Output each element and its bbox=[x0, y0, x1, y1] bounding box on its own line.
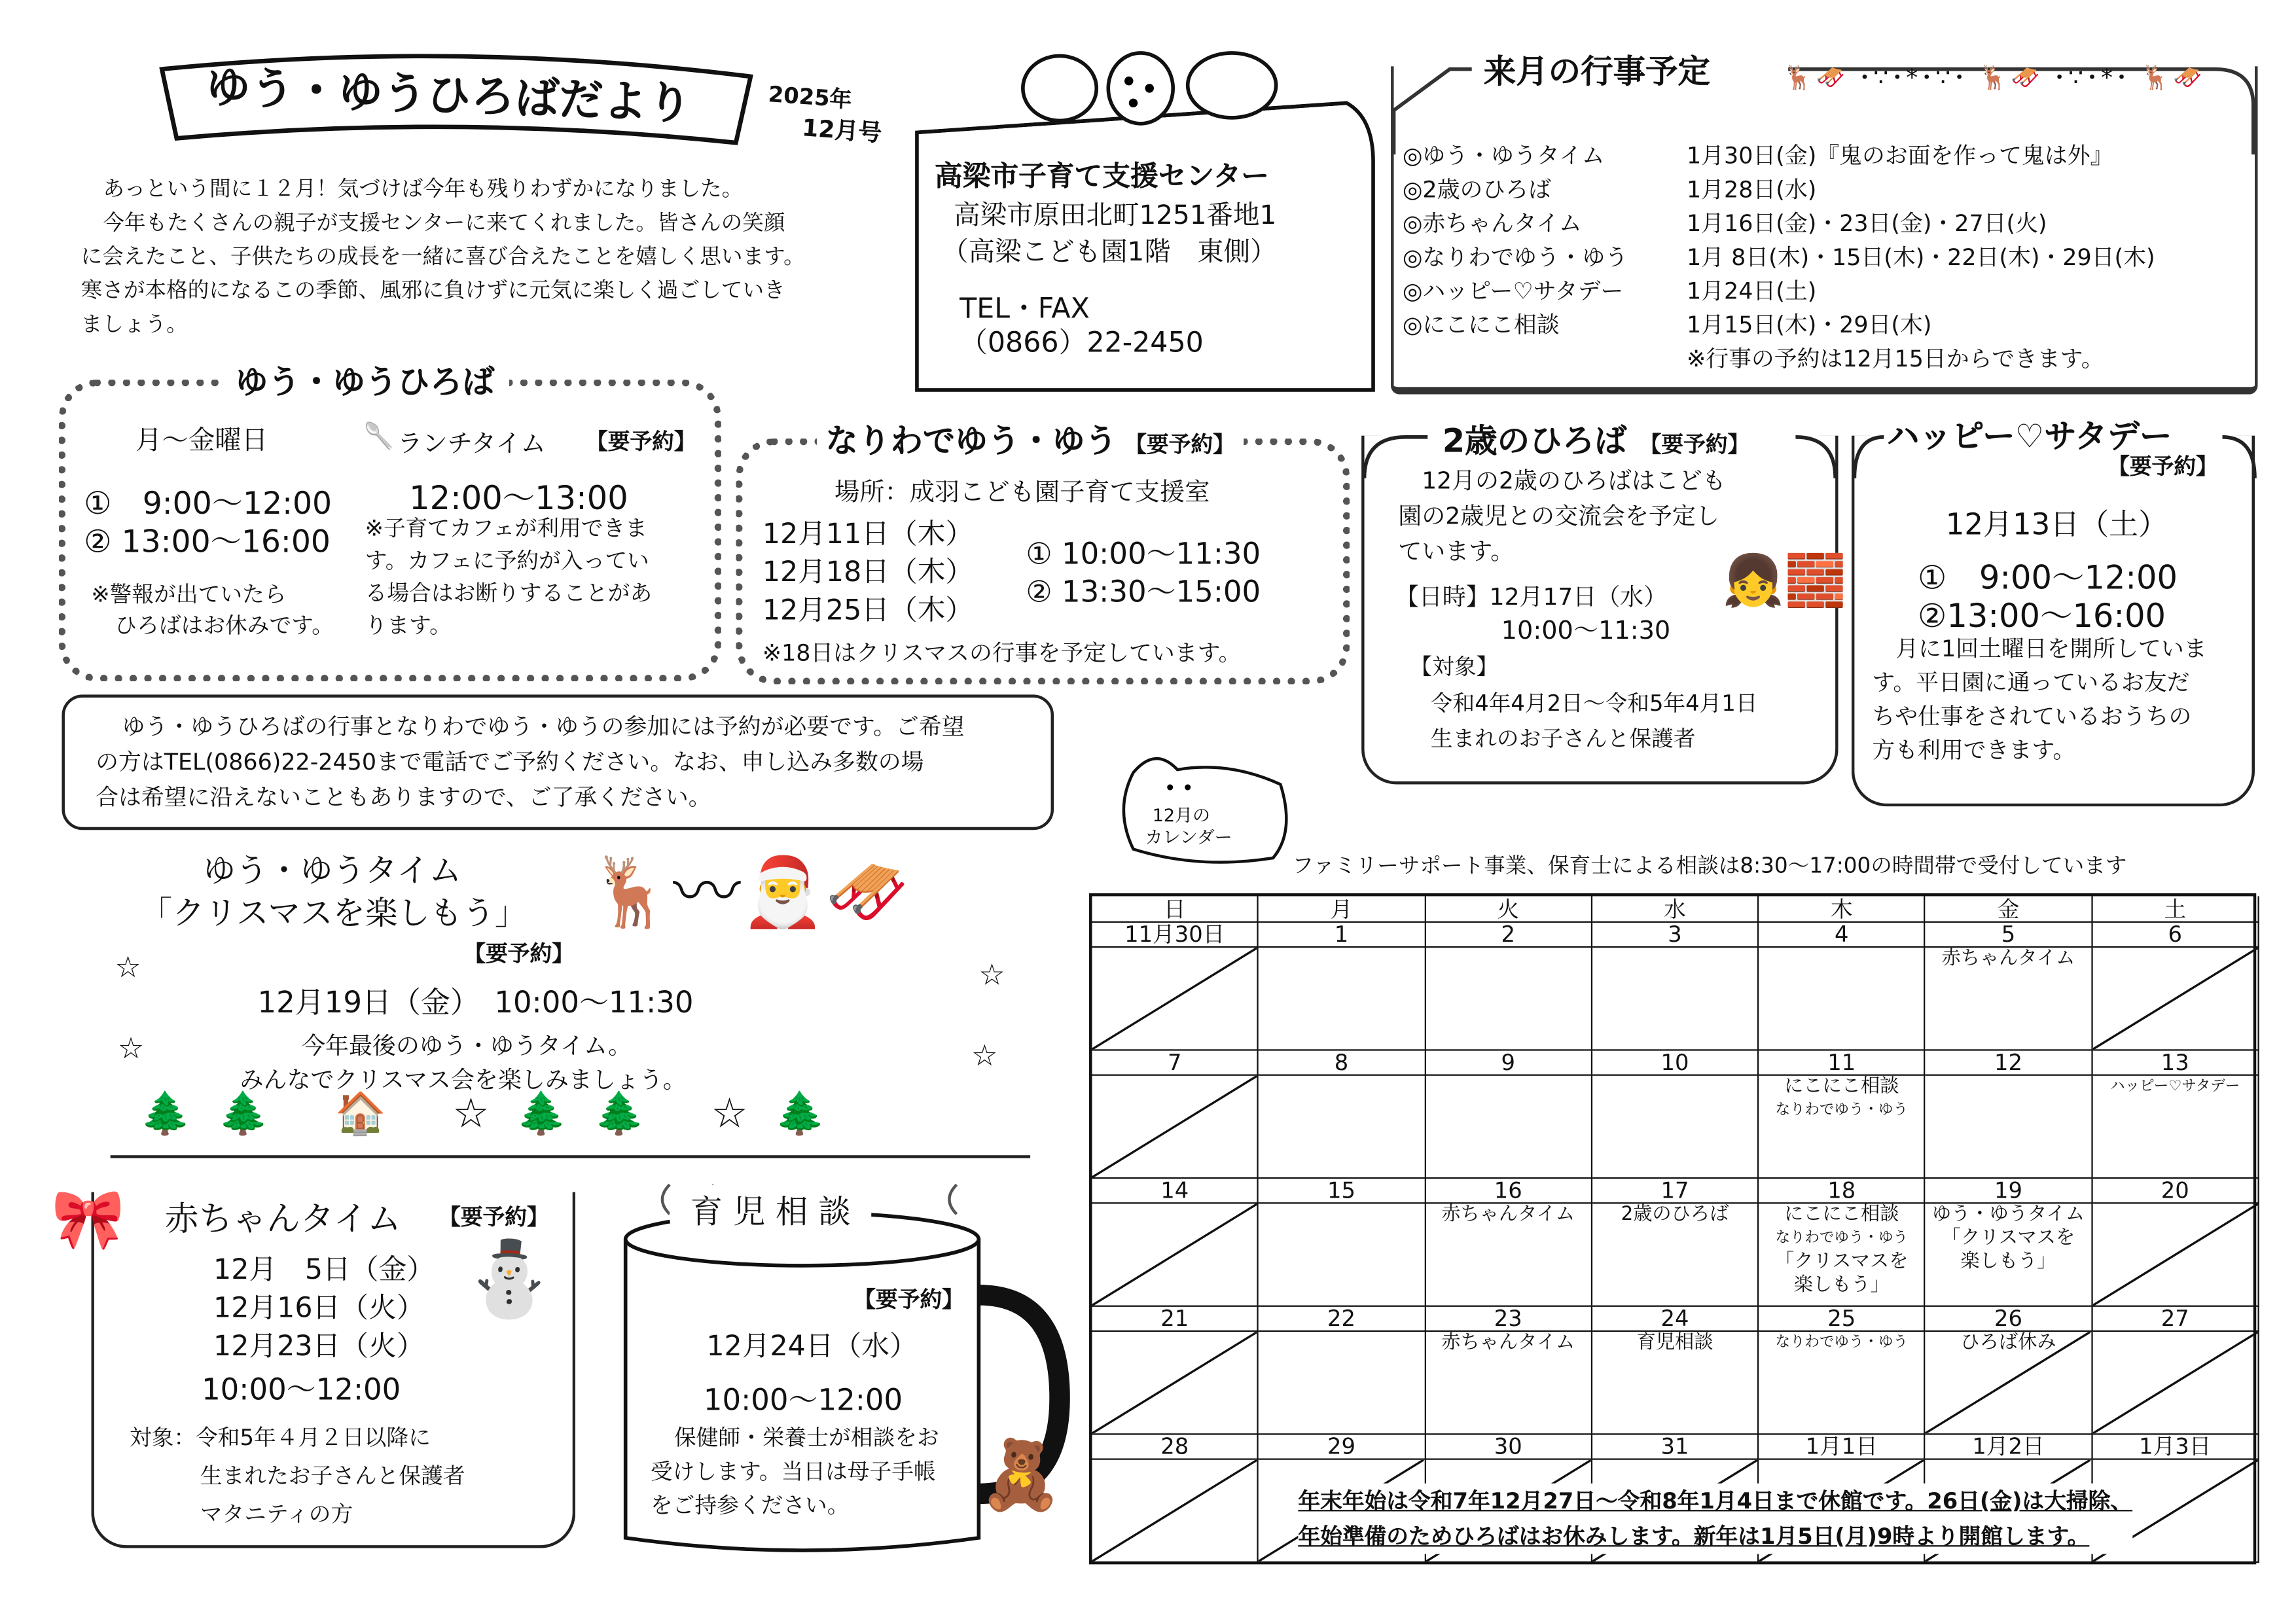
xmas-title: ゆう・ゆうタイム bbox=[203, 853, 462, 891]
calendar-day-cell bbox=[1092, 1460, 1259, 1563]
calendar-event: にこにこ相談 bbox=[1784, 1075, 1899, 1098]
newsletter-title: ゆう・ゆうひろばだより bbox=[205, 62, 692, 131]
calendar-day-cell bbox=[1759, 1332, 1926, 1435]
calendar-day-cell bbox=[1926, 1332, 2092, 1435]
weekday-header: 金 bbox=[1926, 896, 2092, 922]
desc-line: ちや仕事をされているおうちの bbox=[1872, 703, 2192, 730]
december-calendar bbox=[1089, 893, 2256, 1564]
calendar-day-cell bbox=[1092, 1332, 1259, 1435]
nariwa-title: なりわでゆう・ゆう bbox=[825, 423, 1117, 461]
family-support-note: ファミリーサポート事業、保育士による相談は8:30～17:00の時間帯で受付しています bbox=[1292, 855, 2127, 879]
next-month-item bbox=[1403, 173, 2155, 207]
calendar-date: 13 bbox=[2092, 1051, 2259, 1076]
issue-year: 2025年 bbox=[767, 80, 853, 114]
nisai-header bbox=[1443, 416, 1750, 462]
calendar-day-cell bbox=[1092, 948, 1259, 1050]
happy-desc bbox=[1872, 633, 2206, 768]
consult-title: 育 児 相 談 bbox=[670, 1185, 871, 1236]
date-line: 12月11日（木） bbox=[762, 518, 974, 551]
calendar-date: 1月3日 bbox=[2092, 1435, 2259, 1459]
consult-time: 10:00～12:00 bbox=[703, 1382, 903, 1418]
issue-month: 12月号 bbox=[801, 113, 883, 147]
intro-line: ましょう。 bbox=[81, 313, 188, 337]
nisai-reservation: 【要予約】 bbox=[1650, 431, 1750, 458]
star-icon: ☆ bbox=[978, 956, 1005, 992]
nariwa-slot1: ① 10:00～11:30 bbox=[1026, 535, 1261, 571]
calendar-day-cell bbox=[1259, 1332, 1426, 1435]
event-name: ◎なりわでゆう・ゆう bbox=[1403, 244, 1628, 271]
calendar-date: 31 bbox=[1592, 1435, 1759, 1459]
calendar-date: 30 bbox=[1426, 1435, 1592, 1459]
calendar-event: 「クリスマスを bbox=[1775, 1251, 1909, 1274]
nisai-desc bbox=[1398, 463, 1725, 569]
next-month-item bbox=[1403, 207, 2155, 241]
calendar-date: 1月2日 bbox=[1926, 1435, 2092, 1459]
event-name: ◎2歳のひろば bbox=[1403, 176, 1551, 204]
notice-line: ゆう・ゆうひろばの行事となりわでゆう・ゆうの参加には予約が必要です。ご希望 bbox=[122, 713, 965, 741]
baby-title: 赤ちゃんタイム bbox=[164, 1200, 401, 1240]
calendar-date: 18 bbox=[1759, 1179, 1926, 1204]
event-name: ◎にこにこ相談 bbox=[1403, 312, 1560, 339]
santa-sleigh-border-icon: 🦌🛷 ･∵･*･∵･ 🦌🛷 ･∵･*･ 🦌🛷 bbox=[1784, 63, 2206, 92]
desc-line: ています。 bbox=[1398, 537, 1515, 565]
wreath-icon: 🎀 bbox=[51, 1186, 125, 1254]
calendar-day-cell bbox=[1259, 1204, 1426, 1306]
hiroba-days: 月～金曜日 bbox=[135, 425, 268, 457]
lunch-label: ランチタイム bbox=[397, 429, 546, 459]
hiroba-warning: ※警報が出ていたら bbox=[91, 581, 287, 608]
calendar-event: ゆう・ゆうタイム bbox=[1931, 1204, 2085, 1226]
bear-icon: 🧸 bbox=[978, 1435, 1064, 1514]
event-date: 1月24日(土) bbox=[1687, 278, 1817, 305]
note-line: す。カフェに予約が入ってい bbox=[365, 547, 649, 574]
calendar-event: 赤ちゃんタイム bbox=[1441, 1332, 1575, 1354]
closed-day-slash bbox=[2092, 948, 2257, 1049]
calendar-date: 2 bbox=[1426, 923, 1592, 948]
calendar-day-cell bbox=[1759, 1076, 1926, 1179]
calendar-day-cell bbox=[1259, 948, 1426, 1050]
nariwa-header bbox=[817, 416, 1244, 462]
holiday-notice bbox=[1298, 1484, 2132, 1554]
happy-title: ハッピー♡サタデー bbox=[1886, 419, 2172, 457]
next-month-item bbox=[1403, 140, 2155, 174]
calendar-event: なりわでゆう・ゆう bbox=[1775, 1102, 1908, 1119]
weekday-header: 木 bbox=[1759, 896, 1926, 922]
xmas-reservation: 【要予約】 bbox=[463, 940, 575, 967]
target-line: 対象：令和5年４月２日以降に bbox=[129, 1424, 431, 1452]
nisai-target bbox=[1431, 686, 1758, 757]
desc-line: 月に1回土曜日を開所していま bbox=[1895, 635, 2207, 662]
tel-label: TEL・FAX bbox=[960, 293, 1090, 325]
calendar-event: なりわでゆう・ゆう bbox=[1775, 1230, 1908, 1247]
desc-line: 保健師・栄養士が相談をお bbox=[673, 1424, 939, 1452]
snowman-icon: ⛄ bbox=[463, 1236, 556, 1322]
calendar-day-cell bbox=[1592, 1204, 1759, 1306]
baby-time: 10:00～12:00 bbox=[202, 1371, 401, 1407]
calendar-date: 28 bbox=[1092, 1435, 1259, 1459]
calendar-date: 25 bbox=[1759, 1307, 1926, 1332]
next-month-item bbox=[1403, 241, 2155, 276]
date-line: 12月 5日（金） bbox=[213, 1253, 435, 1287]
closed-day-slash bbox=[2092, 1204, 2257, 1305]
weekday-header: 月 bbox=[1259, 896, 1426, 922]
event-date: 1月30日(金)『鬼のお面を作って鬼は外』 bbox=[1687, 143, 2113, 169]
weekday-header: 水 bbox=[1592, 896, 1759, 922]
desc-line: 園の2歳児との交流会を予定し bbox=[1398, 501, 1719, 530]
calendar-date: 12 bbox=[1926, 1051, 2092, 1076]
center-address: 高梁市原田北町1251番地1 bbox=[954, 200, 1277, 232]
next-month-item bbox=[1403, 309, 2155, 343]
date-line: 12月18日（木） bbox=[762, 556, 974, 589]
calendar-date: 10 bbox=[1592, 1051, 1759, 1076]
calendar-date: 11 bbox=[1759, 1051, 1926, 1076]
calendar-date: 26 bbox=[1926, 1307, 2092, 1332]
reservation-notice bbox=[96, 709, 964, 815]
calendar-date: 9 bbox=[1426, 1051, 1592, 1076]
event-date: 1月 8日(木)・15日(木)・22日(木)・29日(木) bbox=[1687, 244, 2155, 271]
happy-slot1: ① 9:00～12:00 bbox=[1918, 560, 2178, 597]
desc-line: 方も利用できます。 bbox=[1872, 737, 2076, 764]
weekday-header: 火 bbox=[1426, 896, 1592, 922]
center-tel: （0866）22-2450 bbox=[960, 327, 1204, 359]
target-line: 生まれたお子さんと保護者 bbox=[200, 1463, 465, 1489]
calendar-event: ひろば休み bbox=[1960, 1332, 2056, 1354]
calendar-day-cell bbox=[2092, 948, 2259, 1050]
nisai-time: 10:00～11:30 bbox=[1501, 616, 1671, 647]
desc-line: 12月の2歳のひろばはこども bbox=[1422, 466, 1726, 495]
calendar-day-cell bbox=[1426, 1204, 1592, 1306]
calendar-label-2: カレンダー bbox=[1145, 827, 1232, 848]
calendar-date: 23 bbox=[1426, 1307, 1592, 1332]
calendar-date: 16 bbox=[1426, 1179, 1592, 1204]
calendar-day-cell bbox=[1592, 1076, 1759, 1179]
calendar-day-cell bbox=[1592, 1332, 1759, 1435]
calendar-date: 29 bbox=[1259, 1435, 1426, 1459]
xmas-date: 12月19日（金） 10:00～11:30 bbox=[257, 984, 694, 1020]
calendar-event: 育児相談 bbox=[1636, 1332, 1713, 1354]
center-building: （高梁こども園1階 東側） bbox=[942, 237, 1277, 268]
note-text: ※行事の予約は12月15日からできます。 bbox=[1687, 346, 2104, 372]
calendar-date: 8 bbox=[1259, 1051, 1426, 1076]
calendar-date: 15 bbox=[1259, 1179, 1426, 1204]
calendar-day-cell bbox=[1426, 948, 1592, 1050]
calendar-event: ハッピー♡サタデー bbox=[2110, 1079, 2240, 1096]
star-icon: ☆ bbox=[117, 1030, 145, 1066]
note-line: ※子育てカフェが利用できま bbox=[365, 515, 648, 542]
calendar-date: 4 bbox=[1759, 923, 1926, 948]
calendar-event: 赤ちゃんタイム bbox=[1941, 948, 2075, 970]
desc-line: 受けします。当日は母子手帳 bbox=[650, 1458, 936, 1485]
desc-line: す。平日園に通っているお友だ bbox=[1872, 669, 2190, 696]
happy-reservation: 【要予約】 bbox=[2108, 453, 2218, 480]
baby-reservation: 【要予約】 bbox=[439, 1204, 549, 1230]
calendar-date: 19 bbox=[1926, 1179, 2092, 1204]
hiroba-slot2: ② 13:00～16:00 bbox=[84, 524, 331, 560]
intro-line: あっという間に１２月！気づけば今年も残りわずかになりました。 bbox=[103, 178, 744, 202]
nariwa-note: ※18日はクリスマスの行事を予定しています。 bbox=[762, 640, 1242, 667]
ground-line bbox=[111, 1155, 1030, 1158]
target-line: 生まれのお子さんと保護者 bbox=[1430, 725, 1696, 753]
calendar-date: 21 bbox=[1092, 1307, 1259, 1332]
closed-day-slash bbox=[2092, 1332, 2257, 1433]
calendar-date: 7 bbox=[1092, 1051, 1259, 1076]
nariwa-place: 場所：成羽こども園子育て支援室 bbox=[834, 478, 1210, 508]
calendar-date: 24 bbox=[1592, 1307, 1759, 1332]
happy-date: 12月13日（土） bbox=[1945, 506, 2168, 542]
calendar-date: 6 bbox=[2092, 923, 2259, 948]
spoon-icon: 🥄 bbox=[363, 422, 395, 452]
baby-target bbox=[130, 1419, 465, 1533]
calendar-day-cell bbox=[1926, 1076, 2092, 1179]
calendar-day-cell bbox=[1092, 1076, 1259, 1179]
weekday-header: 土 bbox=[2092, 896, 2259, 922]
notice-line: 合は希望に沿えないこともありますので、ご了承ください。 bbox=[96, 784, 711, 812]
intro-line: に会えたこと、子供たちの成長を一緒に喜び合えたことを嬉しく思います。 bbox=[81, 245, 805, 270]
closed-day-slash bbox=[1092, 1076, 1257, 1177]
winter-scene-icon: 🌲🌲 🏠 ☆🌲🌲 ☆🌲 bbox=[139, 1089, 853, 1138]
closed-day-slash bbox=[1092, 1332, 1257, 1433]
calendar-date: 1月1日 bbox=[1759, 1435, 1926, 1459]
center-name: 高梁市子育て支援センター bbox=[934, 160, 1269, 193]
note-line: る場合はお断りすることがあ bbox=[365, 579, 653, 607]
consult-date: 12月24日（水） bbox=[706, 1330, 918, 1363]
event-name: ◎赤ちゃんタイム bbox=[1403, 210, 1582, 238]
weekday-header: 日 bbox=[1092, 896, 1259, 922]
target-line: マタニティの方 bbox=[200, 1501, 353, 1528]
date-line: 12月23日（火） bbox=[213, 1330, 425, 1363]
calendar-date: 5 bbox=[1926, 923, 2092, 948]
calendar-event: 赤ちゃんタイム bbox=[1441, 1204, 1575, 1226]
calendar-day-cell bbox=[1426, 1332, 1592, 1435]
holiday-line: 年末年始は令和7年12月27日～令和8年1月4日まで休館です。26日(金)は大掃除、 bbox=[1298, 1488, 2133, 1514]
notice-line: の方はTEL(0866)22-2450まで電話でご予約ください。なお、申し込み多数の場 bbox=[96, 749, 924, 776]
calendar-day-cell bbox=[1259, 1076, 1426, 1179]
star-icon: ☆ bbox=[971, 1037, 998, 1073]
next-month-item bbox=[1403, 276, 2155, 310]
hiroba-slot1: ① 9:00～12:00 bbox=[84, 486, 332, 522]
event-date: 1月15日(木)・29日(木) bbox=[1687, 312, 1932, 339]
target-line: 令和4年4月2日～令和5年4月1日 bbox=[1430, 690, 1758, 717]
calendar-date: 27 bbox=[2092, 1307, 2259, 1332]
nisai-date: 【日時】12月17日（水） bbox=[1395, 582, 1668, 611]
next-month-note bbox=[1403, 343, 2155, 377]
xmas-desc1: 今年最後のゆう・ゆうタイム。 bbox=[301, 1031, 632, 1060]
calendar-day-cell bbox=[1926, 948, 2092, 1050]
closed-day-slash bbox=[1092, 1204, 1257, 1305]
calendar-date: 17 bbox=[1592, 1179, 1759, 1204]
nisai-title: 2歳のひろば bbox=[1442, 423, 1627, 461]
calendar-event: 楽しもう」 bbox=[1960, 1251, 2056, 1274]
date-line: 12月16日（火） bbox=[213, 1292, 425, 1325]
closed-day-slash bbox=[1092, 1460, 1257, 1561]
lunch-time: 12:00～13:00 bbox=[409, 481, 628, 518]
children-playing-icon: 👧🧱 bbox=[1721, 552, 1847, 611]
note-line: ります。 bbox=[365, 612, 452, 639]
calendar-label-1: 12月の bbox=[1152, 805, 1211, 826]
nariwa-reservation: 【要予約】 bbox=[1124, 431, 1235, 458]
next-month-list bbox=[1403, 140, 2155, 377]
xmas-subtitle: 「クリスマスを楽しもう」 bbox=[139, 896, 528, 933]
consult-desc bbox=[651, 1421, 939, 1523]
xmas-desc2: みんなでクリスマス会を楽しみましょう。 bbox=[240, 1065, 687, 1094]
intro-line: 今年もたくさんの親子が支援センターに来てくれました。皆さんの笑顔 bbox=[103, 211, 785, 236]
nisai-target-label: 【対象】 bbox=[1410, 653, 1499, 680]
calendar-event: 2歳のひろば bbox=[1621, 1204, 1729, 1226]
calendar-day-cell bbox=[2092, 1076, 2259, 1179]
event-name: ◎ハッピー♡サタデー bbox=[1403, 278, 1624, 305]
calendar-event: にこにこ相談 bbox=[1784, 1204, 1899, 1226]
santa-sleigh-icon: 🦌〰🎅🛷 bbox=[588, 851, 910, 932]
calendar-date: 3 bbox=[1592, 923, 1759, 948]
calendar-day-cell bbox=[1926, 1204, 2092, 1306]
calendar-day-cell bbox=[1092, 1204, 1259, 1306]
closed-day-slash bbox=[1092, 948, 1257, 1049]
date-line: 12月25日（木） bbox=[762, 594, 974, 627]
calendar-event: 楽しもう」 bbox=[1793, 1274, 1890, 1297]
calendar-event: なりわでゆう・ゆう bbox=[1775, 1334, 1908, 1351]
nariwa-slot2: ② 13:30～15:00 bbox=[1026, 573, 1261, 609]
calendar-event: 「クリスマスを bbox=[1941, 1227, 2075, 1250]
desc-line: をご持参ください。 bbox=[650, 1492, 850, 1519]
calendar-day-cell bbox=[1592, 948, 1759, 1050]
star-icon: ☆ bbox=[115, 949, 141, 985]
nariwa-dates bbox=[762, 515, 973, 630]
consult-reservation: 【要予約】 bbox=[853, 1286, 964, 1313]
calendar-date: 22 bbox=[1259, 1307, 1426, 1332]
lunch-note bbox=[365, 512, 653, 642]
next-month-title: 来月の行事予定 bbox=[1483, 54, 1711, 92]
holiday-line: 年始準備のためひろばはお休みします。新年は1月5日(月)9時より開館します。 bbox=[1298, 1523, 2090, 1550]
event-name: ◎ゆう・ゆうタイム bbox=[1403, 143, 1605, 169]
calendar-day-cell bbox=[1759, 948, 1926, 1050]
calendar-date: 1 bbox=[1259, 923, 1426, 948]
calendar-date: 11月30日 bbox=[1092, 923, 1259, 948]
hiroba-warning: ひろばはお休みです。 bbox=[115, 612, 334, 639]
event-date: 1月16日(金)・23日(金)・27日(火) bbox=[1687, 210, 2047, 238]
hiroba-title: ゆう・ゆうひろば bbox=[221, 357, 509, 403]
baby-dates bbox=[213, 1251, 435, 1365]
lunch-reservation: 【要予約】 bbox=[585, 428, 696, 455]
intro-line: 寒さが本格的になるこの季節、風邪に負けずに元気に楽しく過ごしていき bbox=[81, 279, 785, 304]
calendar-day-cell bbox=[1759, 1204, 1926, 1306]
calendar-day-cell bbox=[1426, 1076, 1592, 1179]
calendar-day-cell bbox=[2092, 1204, 2259, 1306]
event-date: 1月28日(水) bbox=[1687, 176, 1817, 204]
calendar-date: 14 bbox=[1092, 1179, 1259, 1204]
calendar-date: 20 bbox=[2092, 1179, 2259, 1204]
calendar-day-cell bbox=[2092, 1332, 2259, 1435]
happy-slot2: ②13:00～16:00 bbox=[1918, 599, 2166, 636]
intro-text bbox=[81, 173, 913, 343]
